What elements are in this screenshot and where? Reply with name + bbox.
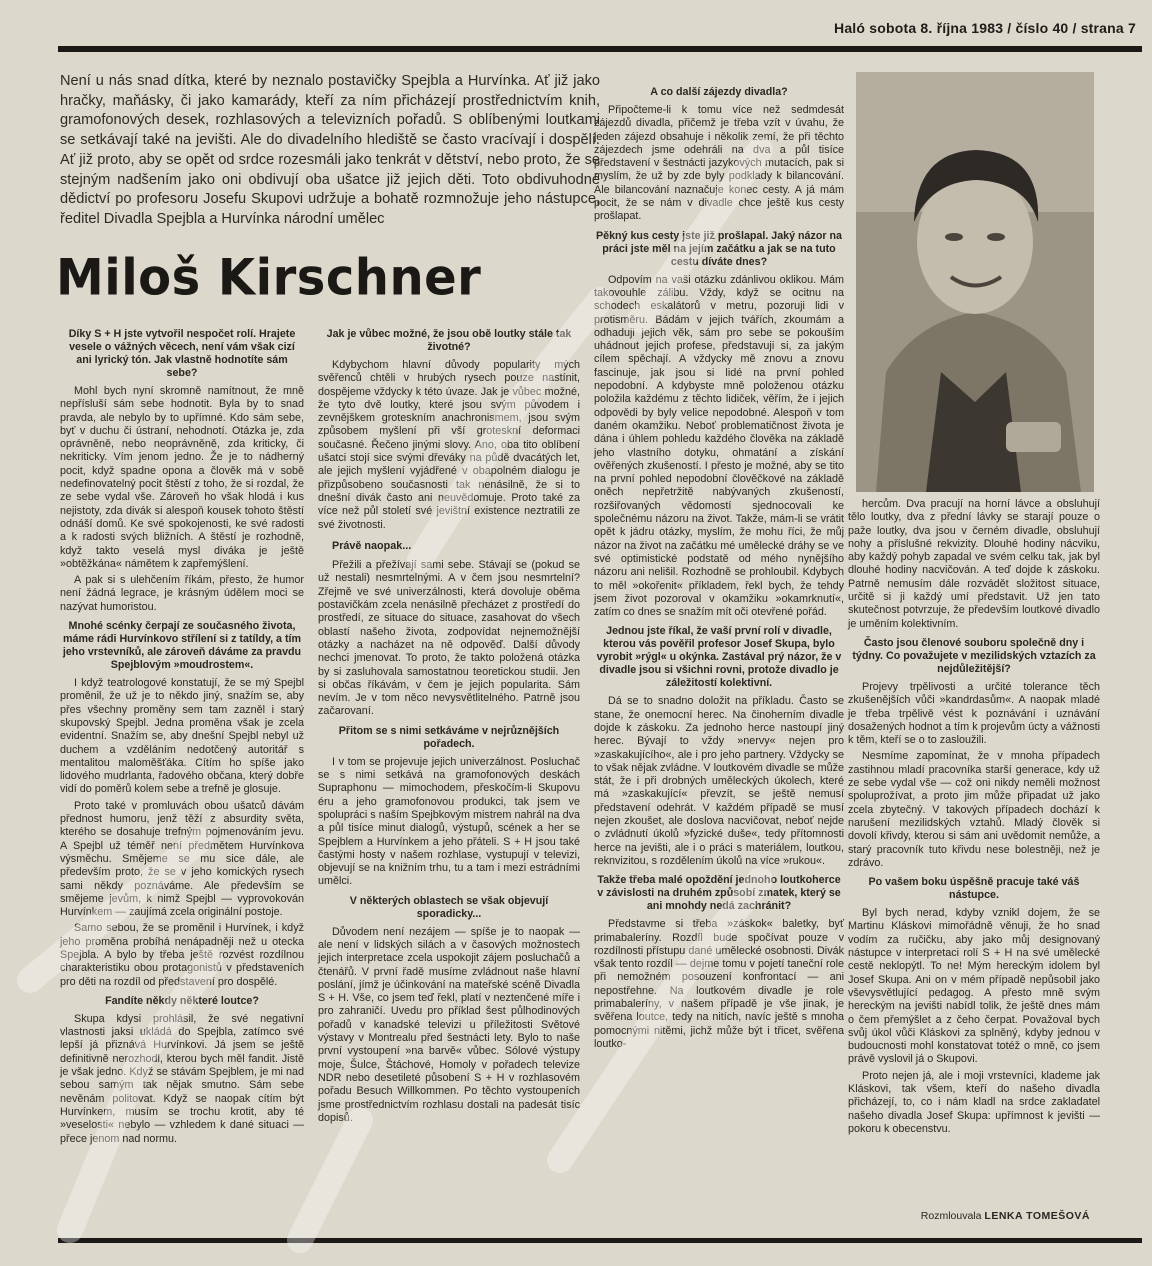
interview-answer: Dá se to snadno doložit na příkladu. Často se stane, že onemocní herec. Na činoherním divadle dojde k záskoku. Za jednoho herce nastoupí jiný herec. Bývají to vždy »nervy« nejen pro »zaskakujícího«, ale i pro jeho partnery. Vždycky se to však nějak zvládne. V loutkovém divadle se může stát, že i při drobných uměleckých úkolech, které má »zaskakující« převzít, se ještě nemusí představení odehrát. V každém případě se musí nejen zkoušet, ale doslova nacvičovat, neboť nejde o zvládnutí úkolů »fyzické duše«, tedy přítomnosti herce na jevišti, ale i o práci s materiálem, loutkou, reknvizitou, s rozdělením úkolů na více »rukou«. [594,695,844,867]
interview-answer: Byl bych nerad, kdyby vznikl dojem, že se Martinu Kláskovi mimořádně věnuji, že ho snad vodím za ručičku, aby jako můj designovaný nástupce v interpretaci rolí S + H na své umělecké cestě neklopýtl. To ne! Mým hereckým idolem byl Josef Skupa. Ani on v mém případě nepůsobil jako vševysvětlující pedagog. A přesto mně svým hereckým na jevišti nabídl tolik, že ještě dnes mám o čem přemýšlet a z čeho čerpat. Považoval bych svůj úkol vůči Kláskovi za splněný, kdyby jednou v budoucnosti mohl konstatovat totéž o mně, co jsem právě vyslovil já o Skupovi. [848,907,1100,1066]
interview-question: V některých oblastech se však objevují sporadicky... [349,894,549,920]
interview-question: Fandíte někdy některé loutce? [105,994,259,1007]
interview-answer: A pak si s ulehčením říkám, přesto, že humor není žádná legrace, je krásným údělem moci se nazývat humoristou. [60,574,304,613]
interview-answer: I v tom se projevuje jejich univerzálnost. Posluchač se s nimi setkává na gramofonových deskách Supraphonu — mimochodem, přeskočím-li Skupovu éru a jeho gramofonovou produkci, tak jsem ve spolupráci s naším Spejbkovým mistrem nahrál na dva a půl tisíce minut dialogů, výstupů, scének a her se Spejblem a Hurvínkem a jeho přáteli. S + H jsou také častými hosty v našem rozhlase, vystupují v televizi, objevují se na knižním trhu, tu a tam i mezi estrádními umělci. [318,755,580,888]
interview-question: Pěkný kus cesty jste již prošlapal. Jaký názor na práci jste měl na jejím začátku a jak se na tuto cestu díváte dnes? [596,229,842,268]
interview-answer: Mohl bych nyní skromně namítnout, že mně nepřísluší sám sebe hodnotit. Byla by to snad pravda, ale nebylo by to upřímné. Kdo sám sebe, byť v duchu či ústraní, nehodnotí. Otázka je, zda oprávněně, nebo neoprávněně, zda kriticky, či nekriticky. Vím jenom jedno. Že je to nádherný pocit, když spadne opona a člověk má v sobě nedefinovatelný pocit štěstí z toho, že si rozdal, že ze sebe vydal vše. Zároveň ho však hlodá i kus nejistoty, zda divák si alespoň kousek tohoto štěstí odnáší domů. Ke své spokojenosti, ke své radosti a k radosti svých bližních. A štěstí je rozhodně, když takto veselá mysl diváka je ještě »obtěžkána« námětem k zapřemýšlení. [60,385,304,570]
interview-answer: Představme si třeba »záskok« baletky, byť primabaleríny. Rozdíl bude spočívat pouze v rozdílnosti přístupu dané umělecké osobnosti. Divák však tento rozdíl — dejme tomu v pojetí taneční role při nemožném posouzení konfrontací — ani nepostřehne. Na loutkovém divadle je role primabaleríny, v našem případě je vše jinak, je svěřena loutce, tedy na nitích, navíc ještě s mnoha pomocnými nitěmi, jichž může být i třicet, svěřena loutko- [594,918,844,1050]
interview-question: Přitom se s nimi setkáváme v nejrůznějších pořadech. [338,724,560,750]
interview-answer: Proto nejen já, ale i moji vrstevníci, klademe jak Kláskovi, tak všem, kteří do našeho divadla přicházejí, to, co i nám kladl na srdce zakladatel našeho divadla Josef Skupa: upřímnost k jevišti — pokoru k obecenstvu. [848,1069,1100,1135]
portrait-photo [856,72,1094,492]
interview-answer: Důvodem není nezájem — spíše je to naopak — ale není v lidských silách a v časových možnostech jejich interpretace zcela uspokojit zájem posluchačů a čtenářů. V první řadě musíme zvládnout naše hlavní poslání, jímž je účinkování na mateřské scéně Divadla S + H. Vše, co jsem teď řekl, platí v neztenčené míře i pro zahraničí. Uvedu pro příklad šest půlhodinových pořadů v kanadské televizi u příležitosti Světové výstavy v Montrealu před šestnácti lety. Bylo to naše první vystoupení »na barvě« vůbec. Sólové výstupy moje, Šulce, Štáchové, Homoly v pořadech televize NDR nebo desetileté působení S + H v rozhlasovém pořadu Besuch Willkommen. Po těchto vystoupeních jsme prostřednictvím rozhlasu dostali na padesát tisíc dopisů. [318,925,580,1124]
interview-answer: Kdybychom hlavní důvody popularity mých svěřenců chtěli v hrubých rysech pouze nastínit, dospějeme vždycky k této úvaze. Jak je vůbec možné, že tyto dvě loutky, které jsou svým původem i zevnějškem groteskním anachronismem, jsou svým způsobem myšlení při vší groteskní deformaci současné. Řečeno jinými slovy. Ano, oba tito oblíbení ušatci stojí sice svými dřeváky na půdě dvacátých let, ale jejich myšlení vyjádřené v obapolném dialogu je přizpůsobeno současnosti tak nenásilně, že si to dnešní divák často ani neuvědomuje. Proto také za více než půl století své jevištní existence neztratili ze své životnosti. [318,359,580,531]
interview-question: Takže třeba malé opoždění jednoho loutkoherce v závislosti na druhém způsobí zmatek, který se ani mnohdy nedá zachránit? [597,874,841,913]
column-1 [60,322,304,1149]
column-4 [848,498,1100,1139]
byline-author: LENKA TOMEŠOVÁ [984,1210,1090,1222]
top-rule [58,46,1142,52]
interview-answer: I když teatrologové konstatují, že se mý Spejbl proměnil, že už je to někdo jiný, snažím se, aby přes všechny proměny sem tam zazněl i starý skupovský Spejbl. Jedna proměna však je zcela evidentní. Snažím se, aby dnešní Spejbl nebyl už duchem a vzděláním nedotčený autoritář s mentalitou maloměšťáka. Cítím ho spíše jako lidového mudrlanta, řadového občana, který dobře vidí do poměrů kolem sebe a trefně je glosuje. [60,677,304,796]
interview-question: A co další zájezdy divadla? [650,86,788,98]
interview-question: Jak je vůbec možné, že jsou obě loutky stále tak životné? [326,328,572,353]
interview-answer: Odpovím na vaši otázku zdánlivou oklikou. Mám takovouhle zálibu. Vždy, když se ocitnu na schodech eskalátorů v metru, pozoruji lidi v protisměru. Bádám v jejich tvářích, zkoumám a odhaduji jejich věk, sám pro sebe se pokouším uhádnout jejich profese, představuji si, za jakým cílem spěchají. A vždycky mě znovu a znovu fascinuje, jak jsou si lidé na první pohled nepodobní. A kdybyste mně položenou otázku položila každému z těchto lidiček, věřím, že i jejich odpovědi by byly velice nepodobné. Alespoň v tom daném okamžiku. Neboť problematičnost života je dána i úhlem pohledu každého člověka na základě jeho vlastního dotyku, ohmatání a získání ověřených zkušeností. I přesto je možné, aby se tito na první pohled nepodobní člověčkové na základě oněch nepřetržitě nabývaných zkušeností, rozšiřovaných vědomostí sjednocovali ke společnému názoru na život. Takže, mám-li se vrátit opět k jádru otázky, myslím, že mohu říci, že můj názor na život na začátku mé umělecké dráhy se ve své optimistické podstatě od mého nynějšího názoru ani nelišil. Rozhodně se prohloubil. Kdybych to měl »okořenit« příkladem, řekl bych, že tehdy jsem život pozoroval v okamžiku »okamrknutí«, zatím co dnes se snažím mít oči otevřené pořád. [594,273,844,619]
interview-answer: Nesmíme zapomínat, že v mnoha případech zastihnou mladí pracovníka starší generace, kdy už ze sebe vydal vše — což oni nikdy neměli možnost spoluprožívat, a proto jim může připadat už jako zcela zbytečný. V takových případech dochází k narušení mezilidských vztahů. Mladý člověk si dovolí křivdy, kterou si sám ani uvědomit nemůže, a starý pracovník tuto křivdu nese bolestněji, než je zdrávo. [848,750,1100,869]
interview-answer: Proto také v promluvách obou ušatců dávám přednost humoru, jenž těží z absurdity světa, kterého se dosahuje trefným pojmenováním jevu. A Spejbl už téměř není předmětem Hurvínkova výsměchu. Smějeme se mu sice dále, ale především proto, že se v jeho komických rysech sami někdy poznáváme. Ale především se smějeme jevům, k nimž Spejbl — vyprovokován Hurvínkem — zaujímá zcela originální postoje. [60,799,304,919]
byline-prefix: Rozmlouvala [920,1210,982,1222]
byline [848,1202,1100,1223]
page-header: Haló sobota 8. října 1983 / číslo 40 / strana 7 [834,20,1136,36]
interview-answer: Samo sebou, že se proměnil i Hurvínek, i když jeho proměna probíhá nenápadněji než u otecka Spejbla. A bylo by třeba ještě rozvést rozdílnou charakteristiku obou protagonistů v představeních pro děti na rozdíl od představení pro dospělé. [60,922,304,988]
interview-answer: Skupa kdysi prohlásil, že své negativní vlastnosti jaksi ukládá do Spejbla, zatímco své lepší já přiznává Hurvínkovi. Já jsem se ještě definitivně nerozhodl, kterou bych měl fandit. Jistě je však jedno. Když se stávám Spejblem, je mi nad sebou samým tak nějak smutno. Sám sebe nevěnám politovat. Když se naopak cítím být Hurvínkem, musím se trochu krotit, aby té »veselosti« nebylo — vzhledem k dané situaci — přece jenom nad normu. [60,1012,304,1145]
interview-question: Jednou jste říkal, že vaší první rolí v divadle, kterou vás pověřil profesor Josef Skupa, bylo vyrobit »rýgl« u okýnka. Zastával prý názor, že v divadle jsou si všichni rovni, protože divadlo je záležitostí kolektivní. [596,625,842,690]
interview-answer: hercům. Dva pracují na horní lávce a obsluhují tělo loutky, dva z přední lávky se starají pouze o paže loutky, dva jsou v černém divadle, obsluhují nohy a příslušné rekvizity. Dlouhé hodiny nácviku, aby každý pohyb zapadal ve svém celku tak, jak byl dlouhé hodiny nacvičován. A teď dojde k záskoku. Patrně nemusím dále rozvádět složitost situace, určitě si ji každý umí představit. Už jen tato skutečnost potvrzuje, že především loutkové divadlo je uměním kolektivním. [848,498,1100,630]
interview-question: Mnohé scénky čerpají ze současného života, máme rádi Hurvínkovo střílení si z tatíldy, a tím jeho vrstevníků, ale zároveň dáváme za pravdu Spejblovým »moudrostem«. [62,620,302,672]
column-3 [594,80,844,1054]
interview-question: Po vašem boku úspěšně pracuje také váš nástupce. [868,876,1080,902]
interview-answer: Přežili a přežívají sami sebe. Stávají se (pokud se už nestali) nesmrtelnými. A v čem jsou nesmrtelní? Zřejmě ve své univerzálnosti, která dovoluje oběma postavičkám zcela nenásilně přecházet z prostředí do prostředí, ze situace do situace, zasahovat do všech oblastí našeho života, zodpovídat nejnemožnější otázky a nacházet na ně odpověď. Další důvody nechci jmenovat. To proto, že takto položená otázka by si zasluhovala samostatnou teoretickou studii. Jen si občas říkávám, v čem je jejich popularita. Sám nevím. Je v tom něco nevysvětlitelného. Patrně jsou začarovaní. [318,559,580,718]
interview-subquestion: Právě naopak... [332,539,412,552]
interview-answer: Projevy trpělivosti a určité tolerance těch zkušenějších vůči »kandrdasům«. A naopak mladé je třeba trpělivě vést k poznávání i uznávání dosažených hodnot a tím k projevům úcty a vážnosti k těm, kteří se o to zasloužili. [848,680,1100,747]
headline: Miloš Kirschner [56,248,482,308]
interview-question: Díky S + H jste vytvořil nespočet rolí. Hrajete vesele o vážných věcech, není vám však cizí ani lyrický tón. Jak vlastně hodnotíte sám sebe? [68,328,296,379]
interview-answer: Připočteme-li k tomu více než sedmdesát zájezdů divadla, přičemž je třeba vzít v úvahu, že jeden zájezd obsahuje i několik zemí, že při těchto zájezdech jsme odehráli na dva a půl tisíce představení v šestnácti jazykových mutacích, pak si myslím, že už by zde byly podklady k bilancování. Ale bilancování naznačuje konec cesty. A já mám pocit, že se nám v divadle chce ještě kus cesty prošlapat. [594,104,844,223]
column-2 [318,322,580,1128]
interview-question: Často jsou členové souboru společně dny i týdny. Co považujete v mezilidských vztazích za nejdůležitější? [852,636,1096,675]
bottom-rule [58,1238,1142,1243]
intro-paragraph: Není u nás snad dítka, které by neznalo postavičky Spejbla a Hurvínka. Ať již jako hračky, maňásky, či jako kamarády, kteří za ním přicházejí prostřednictvím knih, gramofonových desek, rozhlasových a televizních pořadů. S oblíbenými loutkami se setkávají také na jevišti. Ale do divadelního hlediště se často vracívají i dospělí. Ať již proto, aby se opět od srdce rozesmáli jako tenkrát v dětství, nebo proto, že se stejným nadšením jako oni obdivují oba ušatce již jejich děti. Toto obdivuhodné dědictví po profesoru Josefu Skupovi udržuje a bohatě rozmnožuje jeho nástupce, ředitel Divadla Spejbla a Hurvínka národní umělec [60,73,600,227]
